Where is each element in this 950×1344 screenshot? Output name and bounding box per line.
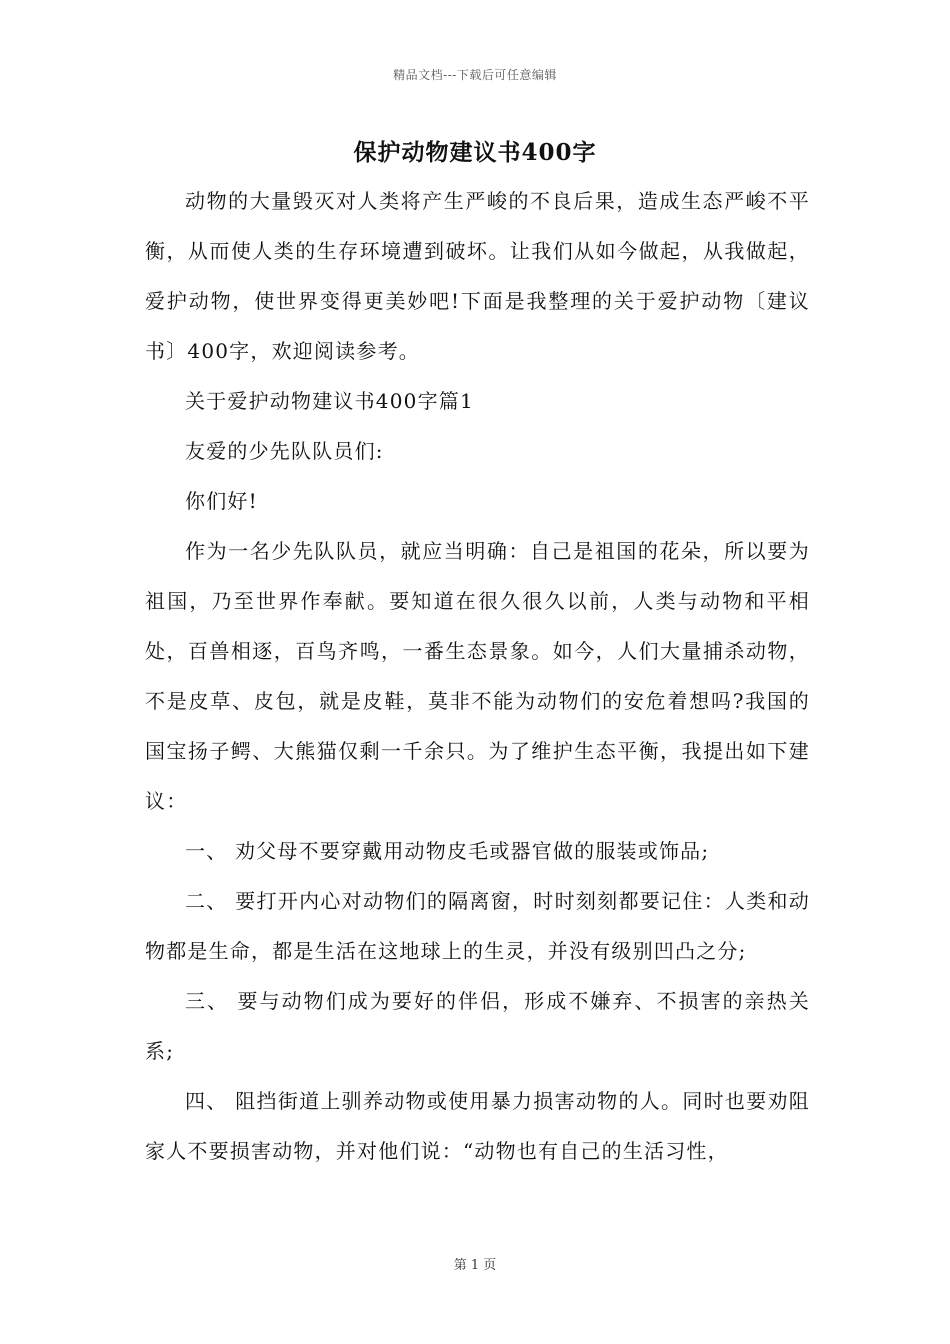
suggestion-item-4: 四、 阻挡街道上驯养动物或使用暴力损害动物的人。同时也要劝阻家人不要损害动物，并对他们说：“动物也有自己的生活习性，: [145, 1089, 810, 1163]
greeting: 你们好!: [185, 489, 258, 513]
body-paragraph: 作为一名少先队队员，就应当明确：自己是祖国的花朵，所以要为祖国，乃至世界作奉献。要知道在很久很久以前，人类与动物和平相处，百兽相逐，百鸟齐鸣，一番生态景象。如今，人们大量捕杀动物，不是皮草、皮包，就是皮鞋，莫非不能为动物们的安危着想吗?我国的国宝扬子鳄、大熊猫仅剩一千余只。为了维护生态平衡，我提出如下建议：: [145, 539, 810, 813]
document-body: [145, 176, 810, 1176]
intro-paragraph: 动物的大量毁灭对人类将产生严峻的不良后果，造成生态严峻不平衡，从而使人类的生存环境遭到破坏。让我们从如今做起，从我做起，爱护动物，使世界变得更美妙吧!下面是我整理的关于爱护动物〔建议书〕400字，欢迎阅读参考。: [145, 189, 810, 363]
section-heading: 关于爱护动物建议书400字篇1: [185, 389, 474, 413]
salutation: 友爱的少先队队员们:: [185, 439, 384, 463]
suggestion-item-2: 二、 要打开内心对动物们的隔离窗，时时刻刻都要记住：人类和动物都是生命，都是生活在这地球上的生灵，并没有级别凹凸之分;: [145, 889, 810, 963]
page-header: 精品文档---下载后可任意编辑: [393, 68, 557, 82]
suggestion-item-3: 三、 要与动物们成为要好的伴侣，形成不嫌弃、不损害的亲热关系;: [145, 989, 810, 1063]
suggestion-item-1: 一、 劝父母不要穿戴用动物皮毛或器官做的服装或饰品;: [185, 839, 710, 863]
document-title: 保护动物建议书400字: [353, 139, 597, 166]
page-number: 第 1 页: [453, 1258, 497, 1273]
